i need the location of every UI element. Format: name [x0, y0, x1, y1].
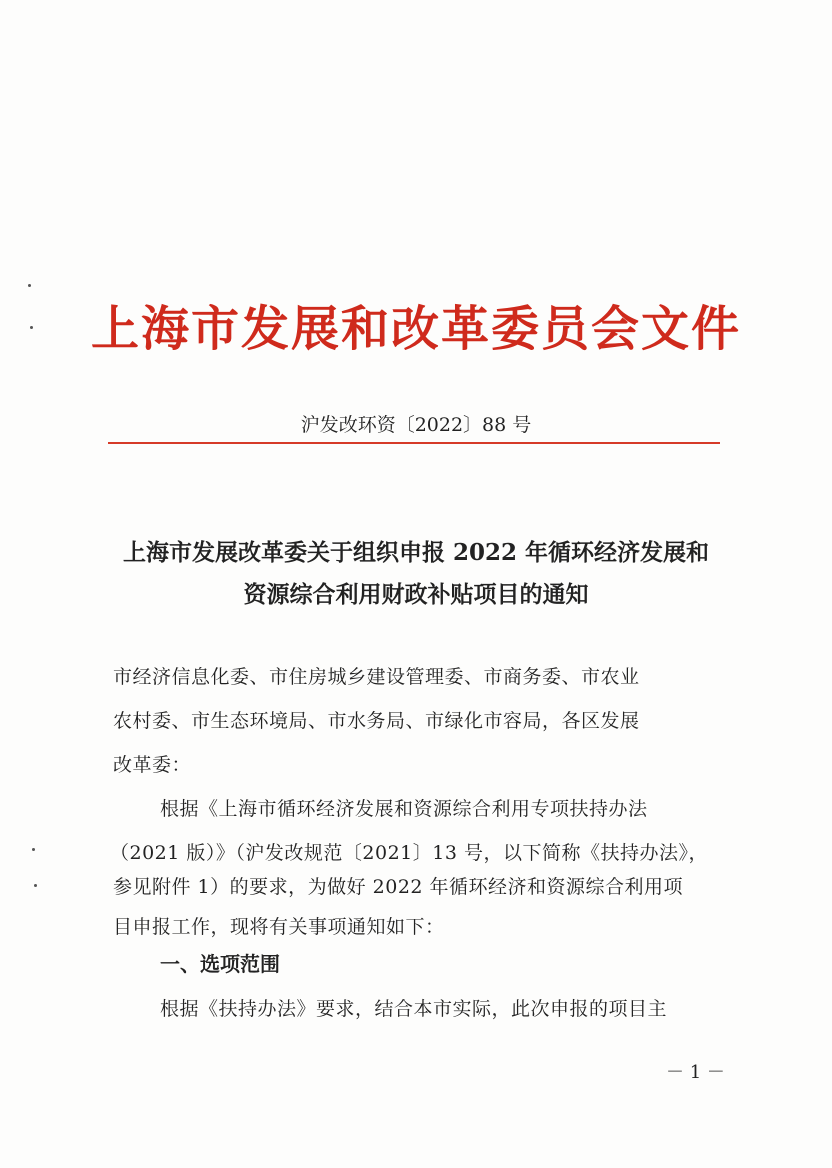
- header-divider: [108, 442, 720, 444]
- section-heading: 一、选项范围: [160, 952, 280, 976]
- document-header-title: 上海市发展和改革委员会文件: [90, 301, 741, 357]
- notice-title-line: 上海市发展改革委关于组织申报 2022 年循环经济发展和: [122, 539, 710, 566]
- paragraph-line: 根据《上海市循环经济发展和资源综合利用专项扶持办法: [160, 798, 648, 820]
- document-number: 沪发改环资〔2022〕88 号: [300, 414, 532, 436]
- paragraph-line: 目申报工作，现将有关事项通知如下：: [113, 916, 445, 938]
- paragraph-line: （2021 版）》（沪发改规范〔2021〕13 号，以下简称《扶持办法》，: [110, 842, 708, 864]
- scan-mark: [28, 284, 31, 287]
- notice-title-line: 资源综合利用财政补贴项目的通知: [243, 581, 589, 608]
- notice-title: [0, 532, 832, 616]
- addressee-line: 改革委：: [113, 754, 192, 776]
- addressee-line: 农村委、市生态环境局、市水务局、市绿化市容局，各区发展: [113, 710, 640, 732]
- page-number: － 1 －: [666, 1062, 725, 1083]
- scan-mark: [32, 848, 35, 851]
- scan-mark: [34, 884, 37, 887]
- paragraph-line: 根据《扶持办法》要求，结合本市实际，此次申报的项目主: [160, 998, 668, 1020]
- paragraph-line: 参见附件 1）的要求，为做好 2022 年循环经济和资源综合利用项: [113, 876, 684, 898]
- addressee-line: 市经济信息化委、市住房城乡建设管理委、市商务委、市农业: [113, 666, 640, 688]
